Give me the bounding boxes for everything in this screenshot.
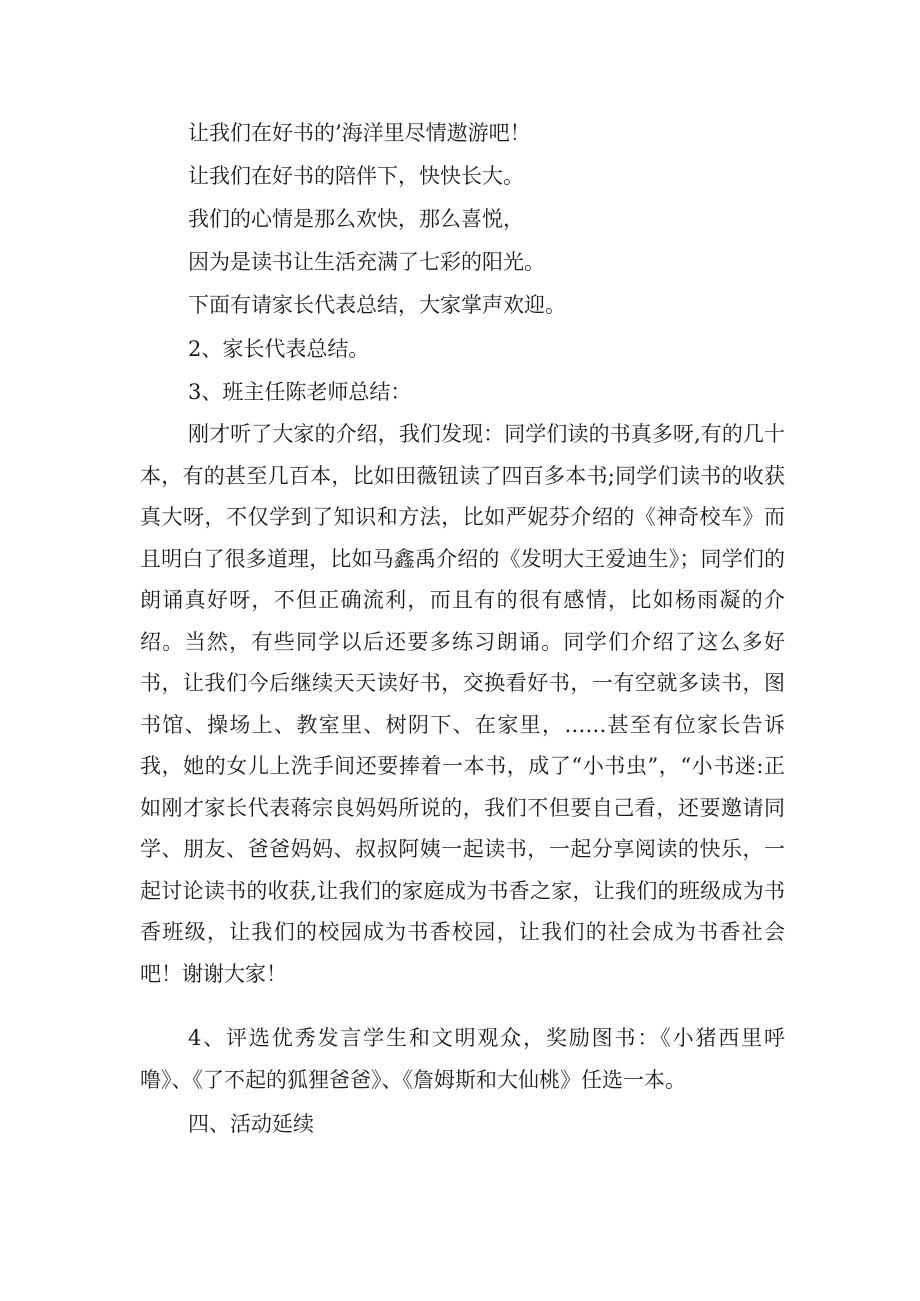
item-2-parent-summary: 2、家长代表总结。 bbox=[188, 337, 370, 361]
poem-line-3: 我们的心情是那么欢快，那么喜悦， bbox=[188, 207, 524, 231]
poem-line-1: 让我们在好书的’海洋里尽情遨游吧！ bbox=[188, 121, 531, 145]
teacher-summary-paragraph: 刚才听了大家的介绍，我们发现：同学们读的书真多呀,有的几十本，有的甚至几百本，比如田薇钮读了四百多本书;同学们读书的收获真大呀，不仅学到了知识和方法，比如严妮芬介绍的《神奇校车》而且明白了很多道理，比如马鑫禹介绍的《发明大王爱迪生》；同学们的朗诵真好呀，不但正确流利，而且有的很有感情，比如杨雨凝的介绍。当然，有些同学以后还要多练习朗诵。同学们介绍了这么多好书，让我们今后继续天天读好书，交换看好书，一有空就多读书，图书馆、操场上、教室里、树阴下、在家里，……甚至有位家长告诉我，她的女儿上洗手间还要捧着一本书，成了“小书虫”，“小书迷:正如刚才家长代表蒋宗良妈妈所说的，我们不但要自己看，还要邀请同学、朋友、爸爸妈妈、叔叔阿姨一起读书，一起分享阅读的快乐，一起讨论读书的收获,让我们的家庭成为书香之家，让我们的班级成为书香班级，让我们的校园成为书香校园，让我们的社会成为书香社会吧！谢谢大家！ bbox=[140, 422, 785, 986]
item-3-teacher-summary-heading: 3、班主任陈老师总结： bbox=[188, 380, 412, 404]
poem-line-2: 让我们在好书的陪伴下，快快长大。 bbox=[188, 164, 524, 188]
section-4-heading: 四、活动延续 bbox=[188, 1112, 314, 1136]
item-4-awards: 4、评选优秀发言学生和文明观众，奖励图书：《小猪西里呼噜》、《了不起的狐狸爸爸》、《詹姆斯和大仙桃》任选一本。 bbox=[140, 1026, 785, 1092]
poem-line-4: 因为是读书让生活充满了七彩的阳光。 bbox=[188, 250, 545, 274]
invite-parent-line: 下面有请家长代表总结，大家掌声欢迎。 bbox=[188, 293, 566, 317]
